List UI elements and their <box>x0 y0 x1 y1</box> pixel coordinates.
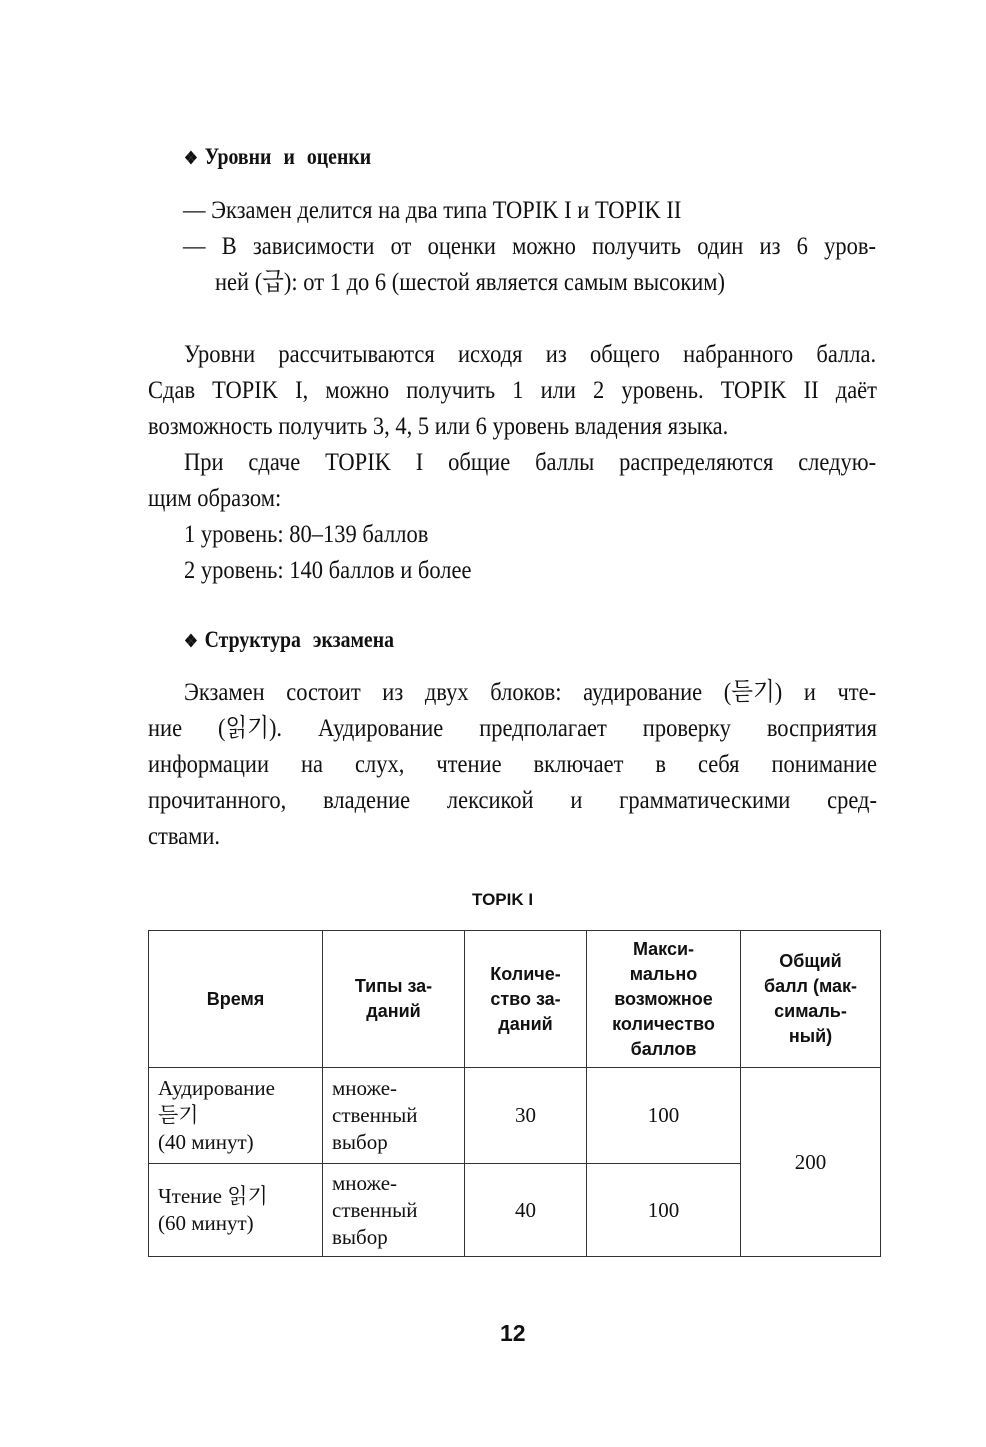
cell-type <box>323 1164 465 1257</box>
header-task-count <box>465 931 587 1068</box>
paragraph-line <box>148 373 877 409</box>
cell-time <box>149 1164 323 1257</box>
header-task-types <box>323 931 465 1068</box>
level-line-1: 1 уровень: 80–139 баллов <box>184 521 429 548</box>
cell-total: 200 <box>741 1068 881 1257</box>
table-header-row <box>149 931 881 1068</box>
header-text: ство за- <box>490 988 561 1009</box>
cell-text: Аудирование <box>158 1076 275 1100</box>
list-item: — Экзамен делится на два типа TOPIK I и TOPIK II <box>183 197 682 224</box>
header-text: даний <box>498 1013 553 1034</box>
header-text: мально <box>629 963 698 984</box>
list-item-continuation: ней (급): от 1 до 6 (шестой является самым высоким) <box>215 269 726 296</box>
header-text: Макси- <box>632 938 695 959</box>
paragraph-text: При сдаче TOPIK I общие баллы распределяются следую- <box>184 449 877 476</box>
cell-text: ственный <box>332 1103 418 1127</box>
level-line-2: 2 уровень: 140 баллов и более <box>184 557 472 584</box>
cell-text: ственный <box>332 1197 418 1222</box>
cell-count: 40 <box>465 1164 587 1257</box>
paragraph-text: информации на слух, чтение включает в себя понимание <box>148 751 877 778</box>
header-text: сималь- <box>774 1001 847 1021</box>
paragraph-line <box>184 337 876 373</box>
list-item <box>183 229 876 265</box>
cell-max: 100 <box>587 1068 741 1164</box>
section-heading-structure <box>184 627 394 653</box>
header-max-points <box>587 931 741 1068</box>
table-caption: TOPIK I <box>472 890 534 909</box>
cell-text: выбор <box>332 1130 388 1154</box>
paragraph-text: Экзамен состоит из двух блоков: аудирование (듣기) и чте- <box>184 679 877 706</box>
paragraph-line <box>184 675 876 711</box>
header-text: баллов <box>630 1038 697 1059</box>
header-text: Количе- <box>490 963 561 984</box>
cell-max: 100 <box>587 1164 741 1257</box>
cell-text: Чтение 읽기 <box>158 1184 268 1208</box>
list-item-text: — В зависимости от оценки можно получить один из 6 уров- <box>183 233 876 260</box>
paragraph-line <box>148 783 877 819</box>
header-text: количество <box>612 1013 715 1034</box>
cell-type <box>323 1068 465 1164</box>
paragraph-line: щим образом: <box>148 485 282 512</box>
diamond-bullet-icon: ❖ <box>184 631 198 651</box>
cell-time <box>149 1068 323 1164</box>
paragraph-text: ние (읽기). Аудирование предполагает проверку восприятия <box>148 715 877 742</box>
paragraph-text: Сдав TOPIK I, можно получить 1 или 2 уровень. TOPIK II даёт <box>148 377 877 404</box>
cell-text: (60 минут) <box>158 1211 254 1235</box>
header-text: Время <box>206 988 265 1009</box>
header-text: возможное <box>614 988 713 1009</box>
cell-text: 듣기 <box>158 1103 199 1127</box>
cell-text: выбор <box>332 1224 388 1249</box>
paragraph-line: возможность получить 3, 4, 5 или 6 уровень владения языка. <box>148 413 729 440</box>
cell-text: (40 минут) <box>158 1130 254 1154</box>
diamond-bullet-icon: ❖ <box>184 148 198 168</box>
paragraph-line: ствами. <box>148 823 221 850</box>
paragraph-line <box>148 711 877 747</box>
header-text: Общий <box>779 951 842 971</box>
header-text: Типы за- <box>354 976 433 996</box>
heading-word: и <box>283 144 295 169</box>
heading-word: Структура <box>204 627 301 652</box>
header-time <box>149 931 323 1068</box>
heading-word: экзамена <box>312 627 395 652</box>
page-number: 12 <box>500 1320 526 1346</box>
heading-word: Уровни <box>204 144 272 169</box>
header-text: даний <box>366 1001 421 1021</box>
paragraph-text: Уровни рассчитываются исходя из общего набранного балла. <box>184 341 877 368</box>
paragraph-line <box>184 445 876 481</box>
header-text: ный) <box>788 1026 833 1046</box>
heading-word: оценки <box>306 144 372 169</box>
cell-count: 30 <box>465 1068 587 1164</box>
table-row <box>149 1068 881 1164</box>
paragraph-line <box>148 747 877 783</box>
header-text: балл (мак- <box>763 976 858 996</box>
paragraph-text: прочитанного, владение лексикой и грамматическими сред- <box>148 787 877 814</box>
cell-text: множе- <box>332 1170 398 1195</box>
topik-table <box>148 930 881 1257</box>
header-total-score <box>741 931 881 1068</box>
cell-text: множе- <box>332 1076 398 1100</box>
section-heading-levels <box>184 144 371 170</box>
